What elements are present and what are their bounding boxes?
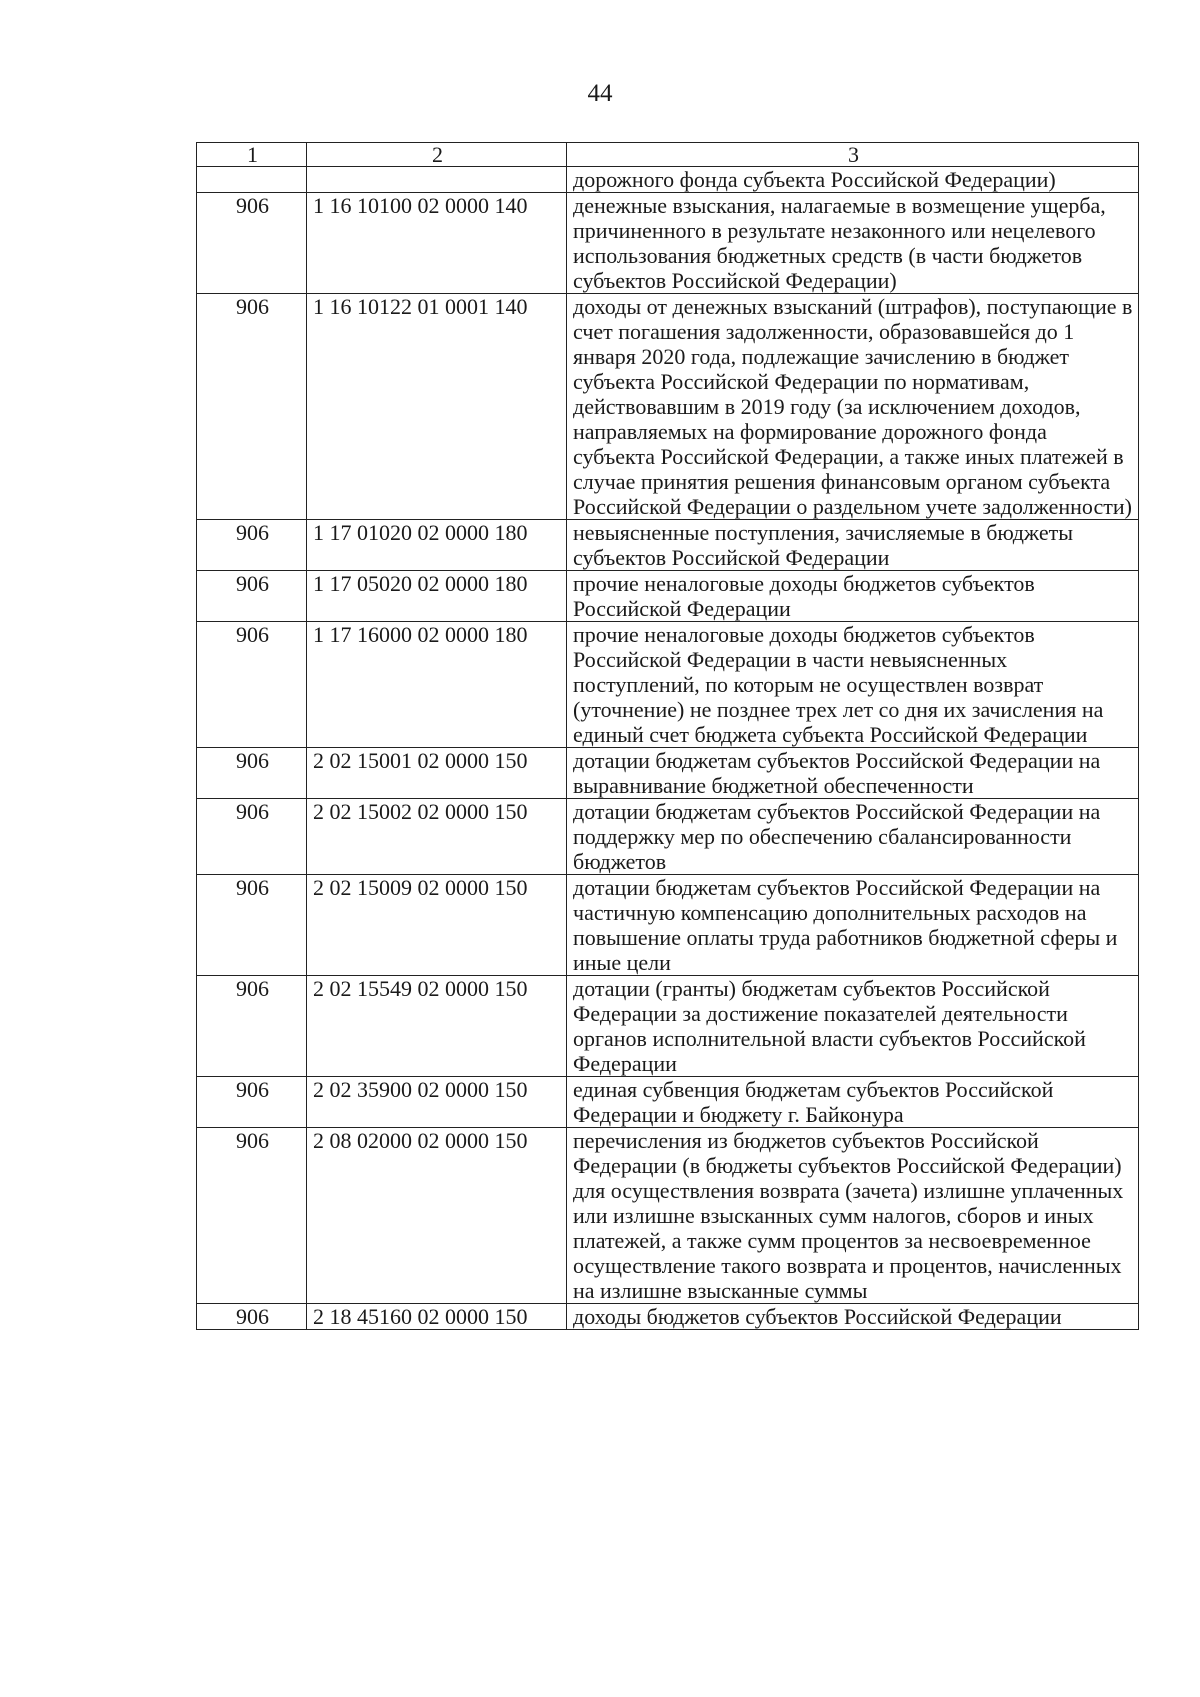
table-row: [197, 976, 1139, 1077]
admin-code-cell: 906: [197, 294, 307, 520]
budget-code-cell: [307, 167, 567, 193]
admin-code-cell: [197, 167, 307, 193]
admin-code-cell: 906: [197, 193, 307, 294]
budget-code-cell: 1 16 10100 02 0000 140: [307, 193, 567, 294]
budget-code-cell: 2 02 15009 02 0000 150: [307, 875, 567, 976]
page-number: 44: [587, 80, 613, 107]
description-cell: невыясненные поступления, зачисляемые в бюджеты субъектов Российской Федерации: [567, 520, 1139, 571]
description-cell: денежные взыскания, налагаемые в возмещение ущерба, причиненного в результате незаконного или нецелевого использования бюджетных средств (в части бюджетов субъектов Российской Федерации): [567, 193, 1139, 294]
budget-code-cell: 1 17 05020 02 0000 180: [307, 571, 567, 622]
admin-code-cell: 906: [197, 622, 307, 748]
table-row: [197, 875, 1139, 976]
admin-code-cell: 906: [197, 875, 307, 976]
admin-code-cell: 906: [197, 748, 307, 799]
column-header-3: 3: [567, 143, 1139, 167]
table-row: [197, 571, 1139, 622]
admin-code-cell: 906: [197, 1077, 307, 1128]
description-cell: единая субвенция бюджетам субъектов Российской Федерации и бюджету г. Байконура: [567, 1077, 1139, 1128]
admin-code-cell: 906: [197, 520, 307, 571]
admin-code-cell: 906: [197, 1304, 307, 1330]
table-row: [197, 1304, 1139, 1330]
table-row: [197, 748, 1139, 799]
description-cell: прочие неналоговые доходы бюджетов субъектов Российской Федерации: [567, 571, 1139, 622]
budget-code-cell: 2 02 15002 02 0000 150: [307, 799, 567, 875]
admin-code-cell: 906: [197, 799, 307, 875]
table-row: [197, 1077, 1139, 1128]
description-cell: доходы от денежных взысканий (штрафов), поступающие в счет погашения задолженности, образовавшейся до 1 января 2020 года, подлежащие зачислению в бюджет субъекта Российской Федерации по нормативам, действовавшим в 2019 году (за исключением доходов, направляемых на формирование дорожного фонда субъекта Российской Федерации, а также иных платежей в случае принятия решения финансовым органом субъекта Российской Федерации о раздельном учете задолженности): [567, 294, 1139, 520]
table-body: [197, 167, 1139, 1330]
table-row: [197, 193, 1139, 294]
description-cell: дотации (гранты) бюджетам субъектов Российской Федерации за достижение показателей деятельности органов исполнительной власти субъектов Российской Федерации: [567, 976, 1139, 1077]
description-cell: перечисления из бюджетов субъектов Российской Федерации (в бюджеты субъектов Российской Федерации) для осуществления возврата (зачета) излишне уплаченных или излишне взысканных сумм налогов, сборов и иных платежей, а также сумм процентов за несвоевременное осуществление такого возврата и процентов, начисленных на излишне взысканные суммы: [567, 1128, 1139, 1304]
admin-code-cell: 906: [197, 571, 307, 622]
table-row: [197, 799, 1139, 875]
budget-code-cell: 1 17 16000 02 0000 180: [307, 622, 567, 748]
budget-code-cell: 2 02 15001 02 0000 150: [307, 748, 567, 799]
description-cell: прочие неналоговые доходы бюджетов субъектов Российской Федерации в части невыясненных поступлений, по которым не осуществлен возврат (уточнение) не позднее трех лет со дня их зачисления на единый счет бюджета субъекта Российской Федерации: [567, 622, 1139, 748]
budget-code-cell: 1 17 01020 02 0000 180: [307, 520, 567, 571]
table-row: [197, 167, 1139, 193]
table-row: [197, 294, 1139, 520]
table-row: [197, 1128, 1139, 1304]
description-cell: дотации бюджетам субъектов Российской Федерации на частичную компенсацию дополнительных расходов на повышение оплаты труда работников бюджетной сферы и иные цели: [567, 875, 1139, 976]
budget-code-cell: 2 02 35900 02 0000 150: [307, 1077, 567, 1128]
column-header-2: 2: [307, 143, 567, 167]
budget-code-cell: 2 02 15549 02 0000 150: [307, 976, 567, 1077]
budget-code-cell: 1 16 10122 01 0001 140: [307, 294, 567, 520]
admin-code-cell: 906: [197, 976, 307, 1077]
table-row: [197, 520, 1139, 571]
table-header-row: [197, 143, 1139, 167]
budget-code-cell: 2 08 02000 02 0000 150: [307, 1128, 567, 1304]
description-cell: дотации бюджетам субъектов Российской Федерации на выравнивание бюджетной обеспеченности: [567, 748, 1139, 799]
description-cell: дотации бюджетам субъектов Российской Федерации на поддержку мер по обеспечению сбалансированности бюджетов: [567, 799, 1139, 875]
column-header-1: 1: [197, 143, 307, 167]
budget-code-cell: 2 18 45160 02 0000 150: [307, 1304, 567, 1330]
revenue-codes-table: [196, 142, 1139, 1330]
admin-code-cell: 906: [197, 1128, 307, 1304]
description-cell: дорожного фонда субъекта Российской Федерации): [567, 167, 1139, 193]
table-row: [197, 622, 1139, 748]
description-cell: доходы бюджетов субъектов Российской Федерации: [567, 1304, 1139, 1330]
